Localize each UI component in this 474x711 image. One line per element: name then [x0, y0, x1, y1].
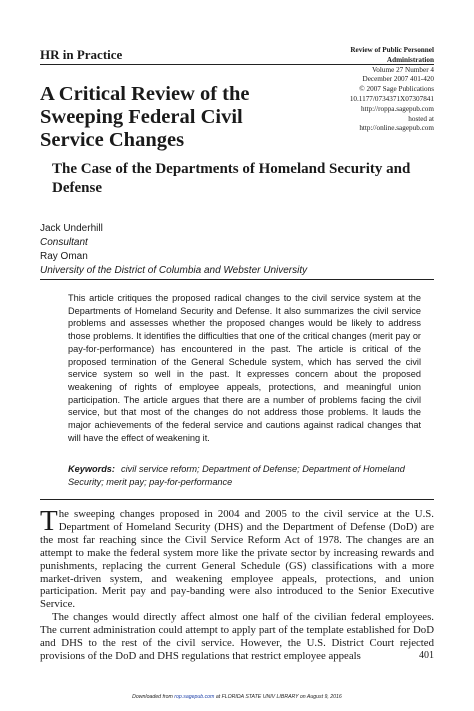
journal-volume: Volume 27 Number 4	[372, 65, 434, 74]
journal-doi: 10.1177/0734371X07307841	[349, 94, 434, 103]
footer-prefix: Downloaded from	[132, 694, 175, 700]
journal-host-url[interactable]: http://online.sagepub.com	[359, 124, 434, 133]
download-footer	[0, 694, 474, 700]
abstract: This article critiques the proposed radical changes to the civil service system at the Departments of Homeland Security and Defense. It also summarizes the civil service problems and assesses whether the proposed changes would be likely to address those problems. It identifies the difficulties that one of the critical changes (merit pay or pay-for-performance) has encountered in the past. The article is critical of the proposed termination of the General Schedule system, which has served the civil service system so well in the past. It expresses concern about the proposed weakening of rights of employee appeals, protections, and meaningful union participation. The article argues that there are a number of problems facing the civil service, but that most of the changes do not address those problems. It lauds the major achievements of the federal service and cautions against radical changes that will have the effect of weakening it.	[68, 293, 421, 443]
author-block	[40, 222, 307, 278]
journal-hosted-at: hosted at	[408, 114, 434, 123]
author-name: Ray Oman	[40, 251, 88, 262]
article-title: A Critical Review of the Sweeping Federal Civil Service Changes	[40, 83, 250, 151]
abstract-rule	[40, 279, 434, 280]
author-affiliation: University of the District of Columbia and Webster University	[40, 265, 308, 276]
journal-info	[314, 46, 434, 134]
keywords-label: Keywords:	[68, 464, 115, 474]
body-text	[40, 505, 434, 663]
keywords-list: civil service reform; Department of Defense; Department of Homeland Security; merit pay; pay-for-performance	[68, 464, 405, 487]
footer-link[interactable]: rop.sagepub.com	[174, 694, 215, 700]
body-paragraph: The changes would directly affect almost one half of the civilian federal employees. The current administration could attempt to apply part of the template established for DoD and DHS to the rest of the civil service. However, the U.S. District Court rejected provisions of the DoD and DHS regulations that restrict employee appeals	[40, 611, 434, 662]
journal-copyright: © 2007 Sage Publications	[359, 85, 434, 94]
page-number: 401	[419, 650, 434, 661]
journal-url[interactable]: http://roppa.sagepub.com	[360, 104, 434, 113]
body-paragraph	[40, 505, 434, 611]
journal-name-line: Administration	[386, 55, 434, 64]
header-rule	[40, 64, 434, 65]
journal-name-line: Review of Public Personnel	[350, 46, 434, 54]
section-label: HR in Practice	[40, 47, 123, 62]
author-affiliation: Consultant	[40, 237, 88, 248]
keywords-block	[68, 463, 421, 488]
footer-suffix: at FLORIDA STATE UNIV LIBRARY on August 9, 2016	[214, 694, 342, 700]
body-rule	[40, 499, 434, 500]
article-subtitle: The Case of the Departments of Homeland Security and Defense	[52, 161, 411, 196]
drop-cap: T	[40, 505, 58, 537]
body-paragraph-text: he sweeping changes proposed in 2004 and 2005 to the civil service at the U.S. Department of Homeland Security (DHS) and the Department of Defense (DoD) are the most far reaching since the Civil Service Reform Act of 1978. The changes are an attempt to make the federal system more like the private sector by increasing rewards and punishments, replacing the current General Schedule (GS) classifications with a more market-driven system, and weakening employee appeals, protections, and union participation. Merit pay and pay-banding were also introduced to the Senior Executive Service.	[40, 508, 434, 611]
author-name: Jack Underhill	[40, 223, 103, 234]
journal-date-pages: December 2007 401-420	[362, 75, 434, 84]
